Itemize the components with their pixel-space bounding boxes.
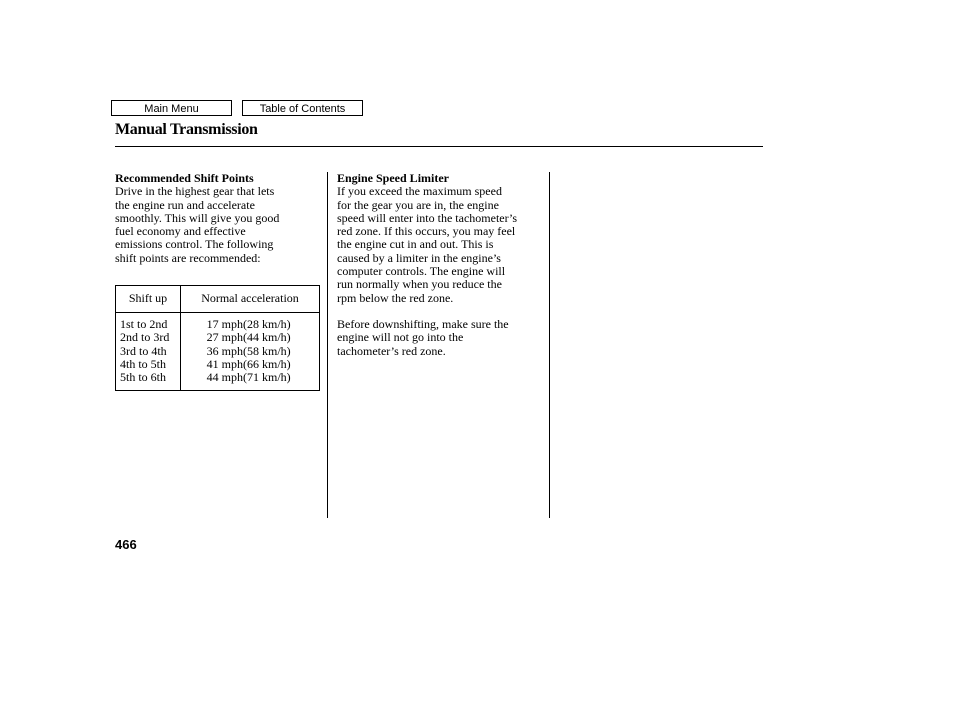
table-cell-mph: 17 mph bbox=[206, 317, 243, 331]
table-row bbox=[116, 318, 319, 331]
page-number: 466 bbox=[115, 537, 137, 552]
table-cell-mph: 27 mph bbox=[206, 330, 243, 345]
text-line: computer controls. The engine will bbox=[337, 264, 506, 279]
text-line: for the gear you are in, the engine bbox=[337, 197, 499, 212]
table-row bbox=[116, 371, 319, 384]
table-row bbox=[116, 358, 319, 371]
column-divider-right bbox=[549, 172, 550, 518]
downshift-paragraph bbox=[337, 318, 547, 358]
table-cell-gear: 5th to 6th bbox=[120, 370, 167, 385]
limiter-paragraph bbox=[337, 185, 547, 305]
shift-points-table bbox=[115, 285, 320, 391]
table-body bbox=[116, 318, 319, 384]
text-line: rpm below the red zone. bbox=[337, 290, 454, 305]
text-line: the engine cut in and out. This is bbox=[337, 237, 494, 252]
table-cell-kmh: (28 km/h) bbox=[243, 317, 291, 331]
table-cell-kmh: (66 km/h) bbox=[243, 356, 291, 371]
text-line: speed will enter into the tachometer’s bbox=[337, 210, 518, 225]
text-line: smoothly. This will give you good bbox=[115, 210, 280, 225]
title-divider bbox=[115, 146, 763, 147]
text-line: shift points are recommended: bbox=[115, 250, 261, 265]
main-menu-button[interactable]: Main Menu bbox=[111, 100, 232, 116]
table-row bbox=[116, 345, 319, 358]
text-line: Drive in the highest gear that lets bbox=[115, 184, 275, 199]
table-cell-kmh: (58 km/h) bbox=[243, 343, 291, 358]
table-divider-horizontal bbox=[116, 312, 319, 313]
table-cell-mph: 44 mph bbox=[206, 370, 243, 385]
table-header-normal-acceleration: Normal acceleration bbox=[201, 291, 299, 305]
table-cell-gear: 1st to 2nd bbox=[120, 317, 168, 331]
text-line: Before downshifting, make sure the bbox=[337, 316, 509, 331]
text-line: caused by a limiter in the engine’s bbox=[337, 250, 501, 265]
table-cell-gear: 2nd to 3rd bbox=[120, 330, 170, 345]
text-line: the engine run and accelerate bbox=[115, 197, 255, 212]
table-cell-mph: 36 mph bbox=[206, 343, 243, 358]
table-cell-kmh: (44 km/h) bbox=[243, 330, 291, 345]
text-line: engine will not go into the bbox=[337, 330, 464, 345]
text-line: If you exceed the maximum speed bbox=[337, 184, 502, 199]
shift-points-paragraph bbox=[115, 185, 320, 265]
table-cell-gear: 3rd to 4th bbox=[120, 343, 167, 358]
table-cell-kmh: (71 km/h) bbox=[243, 370, 291, 385]
page-title: Manual Transmission bbox=[115, 121, 258, 138]
text-line: run normally when you reduce the bbox=[337, 277, 502, 292]
table-row bbox=[116, 331, 319, 344]
text-line: fuel economy and effective bbox=[115, 224, 246, 239]
text-line: red zone. If this occurs, you may feel bbox=[337, 224, 516, 239]
section-heading-shift-points: Recommended Shift Points bbox=[115, 171, 254, 185]
text-line: tachometer’s red zone. bbox=[337, 343, 446, 358]
section-heading-engine-speed-limiter: Engine Speed Limiter bbox=[337, 171, 450, 185]
table-cell-gear: 4th to 5th bbox=[120, 356, 167, 371]
table-cell-mph: 41 mph bbox=[206, 356, 243, 371]
left-column bbox=[115, 172, 320, 265]
table-header-shift-up: Shift up bbox=[128, 291, 168, 305]
text-line: emissions control. The following bbox=[115, 237, 274, 252]
table-of-contents-button[interactable]: Table of Contents bbox=[242, 100, 363, 116]
middle-column bbox=[337, 172, 547, 358]
column-divider-left bbox=[327, 172, 328, 518]
